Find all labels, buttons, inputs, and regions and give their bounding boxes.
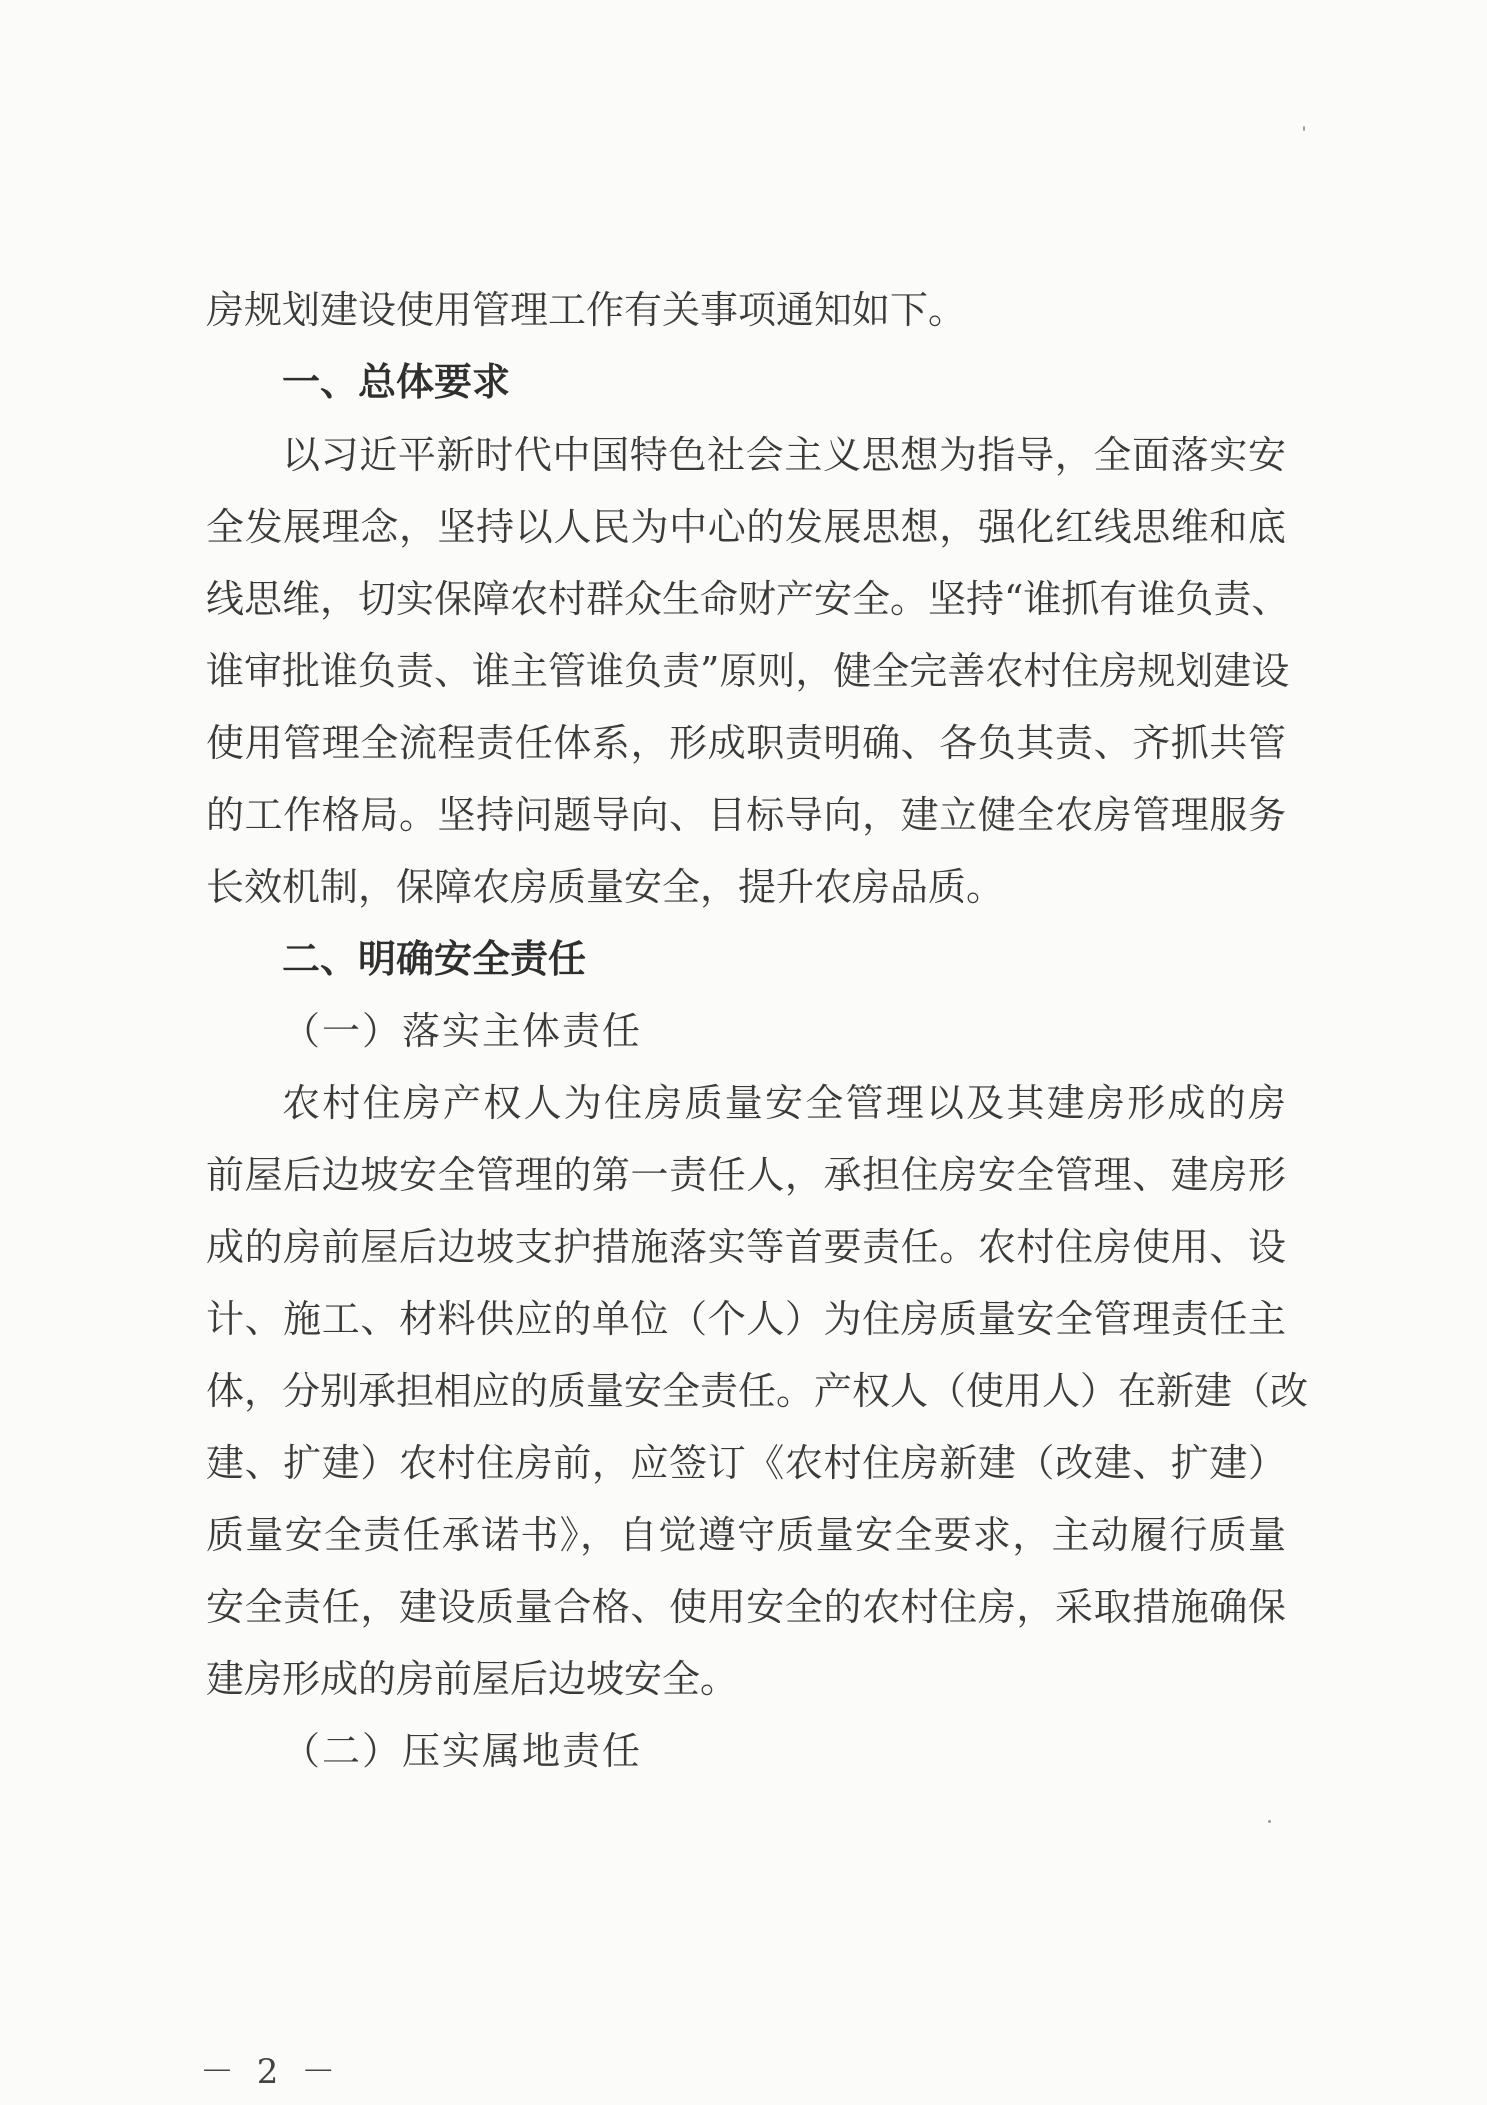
- body-line: 体，分别承担相应的质量安全责任。产权人（使用人）在新建（改: [206, 1369, 1309, 1413]
- body-line: 的工作格局。坚持问题导向、目标导向，建立健全农房管理服务: [206, 793, 1286, 837]
- body-line: 长效机制，保障农房质量安全，提升农房品质。: [206, 865, 1005, 909]
- body-line: 农村住房产权人为住房质量安全管理以及其建房形成的房: [282, 1081, 1286, 1125]
- body-line: 成的房前屋后边坡支护措施落实等首要责任。农村住房使用、设: [206, 1225, 1286, 1269]
- body-line: 全发展理念，坚持以人民为中心的发展思想，强化红线思维和底: [206, 505, 1286, 549]
- section-heading-safety-responsibility: 二、明确安全责任: [282, 937, 587, 981]
- body-line: 前屋后边坡安全管理的第一责任人，承担住房安全管理、建房形: [206, 1153, 1286, 1197]
- body-line: 使用管理全流程责任体系，形成职责明确、各负其责、齐抓共管: [206, 721, 1286, 765]
- body-line: 以习近平新时代中国特色社会主义思想为指导，全面落实安: [282, 433, 1286, 477]
- body-line: 房规划建设使用管理工作有关事项通知如下。: [206, 288, 967, 332]
- subsection-heading-local-responsibility: （二）压实属地责任: [282, 1729, 643, 1773]
- scan-speck: [1303, 126, 1305, 131]
- section-heading-overall-requirements: 一、总体要求: [282, 360, 511, 404]
- body-line: 建、扩建）农村住房前，应签订《农村住房新建（改建、扩建）: [206, 1441, 1286, 1485]
- body-line: 谁审批谁负责、谁主管谁负责”原则，健全完善农村住房规划建设: [206, 649, 1290, 693]
- subsection-heading-main-responsibility: （一）落实主体责任: [282, 1009, 643, 1053]
- body-line: 计、施工、材料供应的单位（个人）为住房质量安全管理责任主: [206, 1297, 1286, 1341]
- page-number: － 2 －: [200, 2052, 342, 2092]
- scan-speck: [1268, 1820, 1271, 1823]
- body-line: 线思维，切实保障农村群众生命财产安全。坚持“谁抓有谁负责、: [206, 577, 1290, 621]
- body-line: 安全责任，建设质量合格、使用安全的农村住房，采取措施确保: [206, 1585, 1286, 1629]
- body-line: 质量安全责任承诺书》，自觉遵守质量安全要求，主动履行质量: [206, 1513, 1286, 1557]
- body-line: 建房形成的房前屋后边坡安全。: [206, 1657, 739, 1701]
